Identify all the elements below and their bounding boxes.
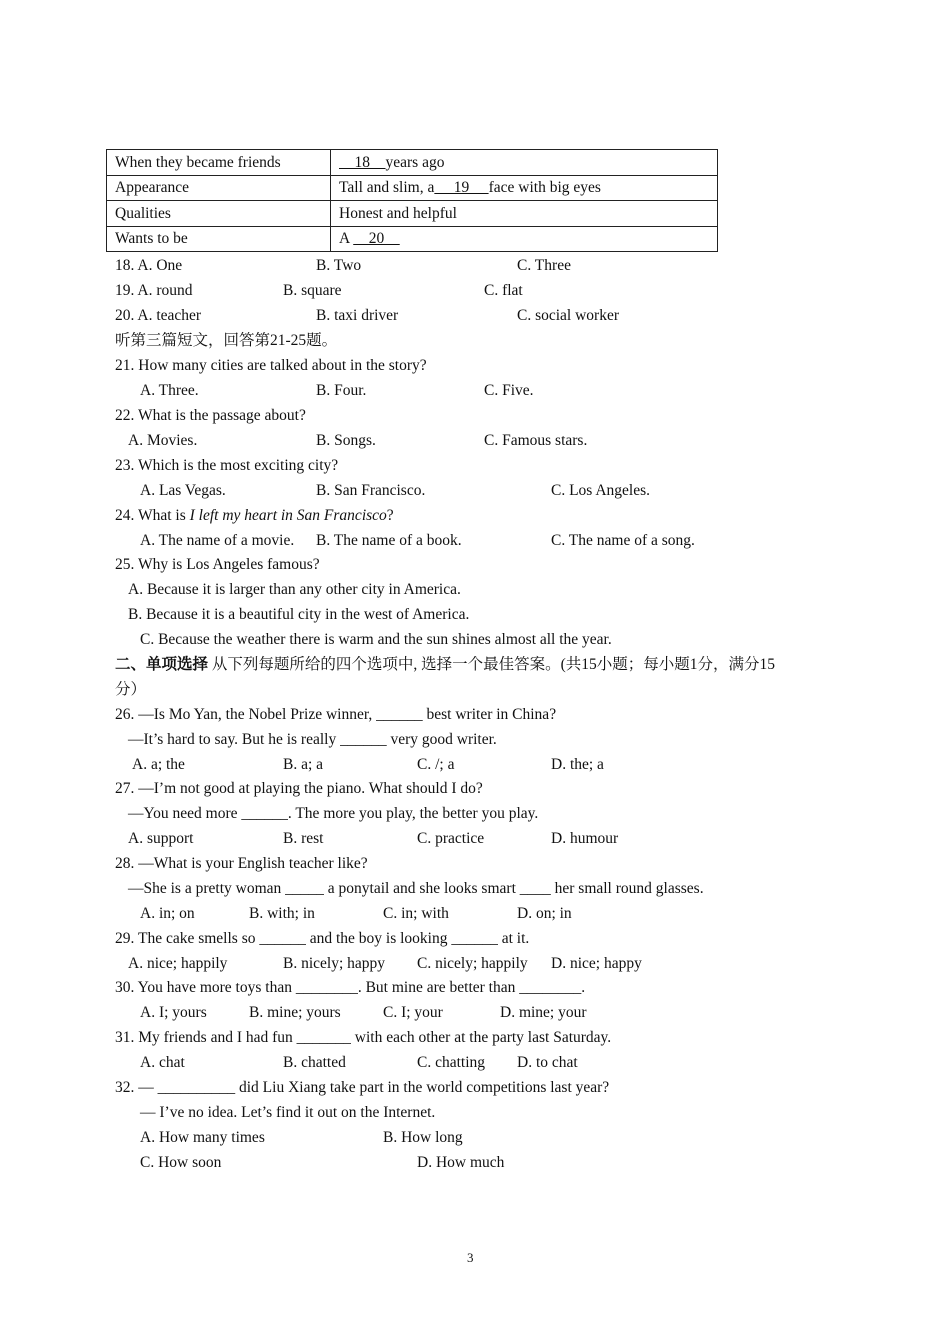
q22-option-a: A. Movies. — [128, 432, 198, 449]
part2-header-end: 分） — [115, 681, 147, 698]
q31-option-d: D. to chat — [517, 1054, 578, 1071]
q25-option-b: B. Because it is a beautiful city in the west of America. — [128, 606, 470, 623]
q31-option-b: B. chatted — [283, 1054, 346, 1071]
q32-option-d: D. How much — [417, 1154, 505, 1171]
q23-option-a: A. Las Vegas. — [140, 482, 226, 499]
answer-blank-18: 18 — [339, 153, 386, 171]
q26-option-c: C. /; a — [417, 756, 455, 773]
info-table — [106, 149, 718, 252]
q27-reply: —You need more ______. The more you play, the better you play. — [128, 805, 539, 822]
q18-option-c: C. Three — [517, 257, 571, 274]
q28-option-c: C. in; with — [383, 905, 449, 922]
q26-stem: 26. —Is Mo Yan, the Nobel Prize winner, ______ best writer in China? — [115, 706, 557, 723]
q32-reply: — I’ve no idea. Let’s find it out on the Internet. — [140, 1104, 436, 1121]
q18-option-b: B. Two — [316, 257, 362, 274]
q26-option-b: B. a; a — [283, 756, 324, 773]
q23-option-c: C. Los Angeles. — [551, 482, 651, 499]
q28-stem: 28. —What is your English teacher like? — [115, 855, 368, 872]
q22-option-c: C. Famous stars. — [484, 432, 588, 449]
q30-option-b: B. mine; yours — [249, 1004, 341, 1021]
q23-option-b: B. San Francisco. — [316, 482, 426, 499]
table-cell-label: Qualities — [107, 201, 331, 227]
q30-option-c: C. I; your — [383, 1004, 443, 1021]
q24-option-b: B. The name of a book. — [316, 532, 462, 549]
q20-option-a: 20. A. teacher — [115, 307, 202, 324]
q28-reply: —She is a pretty woman _____ a ponytail and she looks smart ____ her small round glasses. — [128, 880, 704, 897]
q21-option-b: B. Four. — [316, 382, 367, 399]
q18-option-a: 18. A. One — [115, 257, 183, 274]
q21-option-c: C. Five. — [484, 382, 534, 399]
table-cell-value: A 20 — [331, 226, 718, 252]
q29-option-c: C. nicely; happily — [417, 955, 528, 972]
q30-stem: 30. You have more toys than ________. But mine are better than ________. — [115, 979, 586, 996]
q32-option-a: A. How many times — [140, 1129, 265, 1146]
table-cell-value: Tall and slim, a 19 face with big eyes — [331, 175, 718, 201]
q21-option-a: A. Three. — [140, 382, 199, 399]
q25-stem: 25. Why is Los Angeles famous? — [115, 556, 320, 573]
q26-option-d: D. the; a — [551, 756, 604, 773]
q27-option-d: D. humour — [551, 830, 619, 847]
table-row — [107, 175, 718, 201]
q19-option-c: C. flat — [484, 282, 523, 299]
q19-option-a: 19. A. round — [115, 282, 193, 299]
q27-option-a: A. support — [128, 830, 194, 847]
q25-option-a: A. Because it is larger than any other city in America. — [128, 581, 461, 598]
q31-option-c: C. chatting — [417, 1054, 486, 1071]
q28-option-a: A. in; on — [140, 905, 195, 922]
q32-option-b: B. How long — [383, 1129, 463, 1146]
q27-option-b: B. rest — [283, 830, 324, 847]
q20-option-c: C. social worker — [517, 307, 620, 324]
answer-blank-19: 19 — [434, 179, 489, 196]
q28-option-b: B. with; in — [249, 905, 315, 922]
table-cell-value: 18 years ago — [331, 150, 718, 176]
q32-option-c: C. How soon — [140, 1154, 222, 1171]
part2-header: 二、单项选择 从下列每题所给的四个选项中, 选择一个最佳答案。(共15小题；每小题1分，满分15 — [115, 656, 776, 673]
q27-stem: 27. —I’m not good at playing the piano. What should I do? — [115, 780, 483, 797]
q23-stem: 23. Which is the most exciting city? — [115, 457, 339, 474]
q22-stem: 22. What is the passage about? — [115, 407, 306, 424]
q26-reply: —It’s hard to say. But he is really ______ very good writer. — [128, 731, 497, 748]
q20-option-b: B. taxi driver — [316, 307, 399, 324]
table-cell-label: Appearance — [107, 175, 331, 201]
table-cell-label: Wants to be — [107, 226, 331, 252]
table-row — [107, 201, 718, 227]
q29-stem: 29. The cake smells so ______ and the boy is looking ______ at it. — [115, 930, 530, 947]
q30-option-a: A. I; yours — [140, 1004, 207, 1021]
q24-option-a: A. The name of a movie. — [140, 532, 295, 549]
q29-option-d: D. nice; happy — [551, 955, 642, 972]
page-number: 3 — [467, 1250, 474, 1265]
table-row — [107, 226, 718, 252]
q31-stem: 31. My friends and I had fun _______ with each other at the party last Saturday. — [115, 1029, 612, 1046]
answer-blank-20: 20 — [353, 230, 400, 247]
section3-header: 听第三篇短文，回答第21-25题。 — [115, 332, 338, 349]
q29-option-b: B. nicely; happy — [283, 955, 386, 972]
q30-option-d: D. mine; your — [500, 1004, 587, 1021]
table-row — [107, 150, 718, 176]
q21-stem: 21. How many cities are talked about in the story? — [115, 357, 427, 374]
table-cell-label: When they became friends — [107, 150, 331, 176]
q26-option-a: A. a; the — [132, 756, 185, 773]
q29-option-a: A. nice; happily — [128, 955, 228, 972]
q22-option-b: B. Songs. — [316, 432, 376, 449]
q32-stem: 32. — __________ did Liu Xiang take part in the world competitions last year? — [115, 1079, 610, 1096]
q27-option-c: C. practice — [417, 830, 485, 847]
q28-option-d: D. on; in — [517, 905, 572, 922]
q24-stem: 24. What is I left my heart in San Francisco? — [115, 507, 394, 524]
q25-option-c: C. Because the weather there is warm and the sun shines almost all the year. — [140, 631, 612, 648]
q31-option-a: A. chat — [140, 1054, 185, 1071]
q19-option-b: B. square — [283, 282, 342, 299]
table-cell-value: Honest and helpful — [331, 201, 718, 227]
q24-option-c: C. The name of a song. — [551, 532, 695, 549]
